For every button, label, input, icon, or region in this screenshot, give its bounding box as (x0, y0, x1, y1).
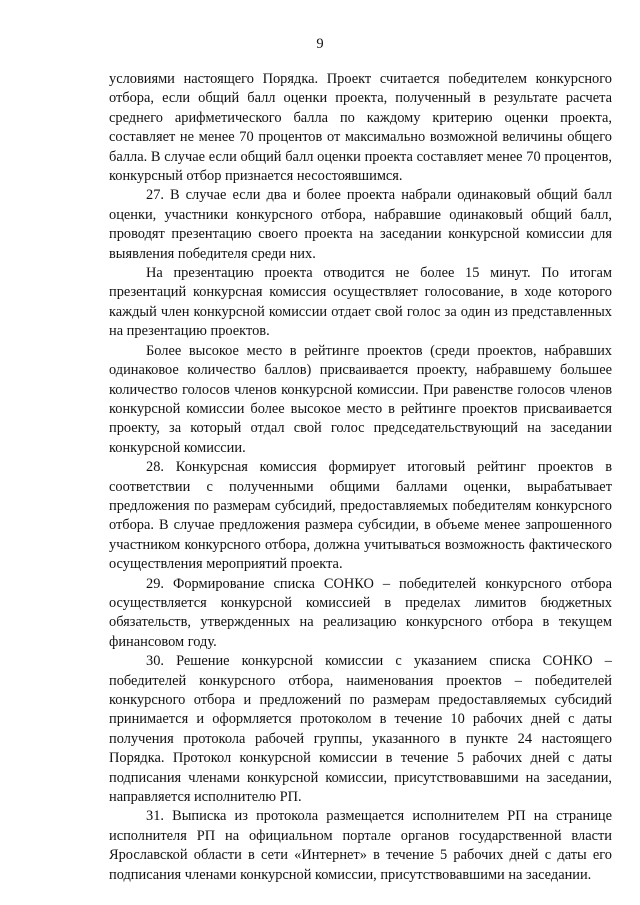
paragraph-presentation: На презентацию проекта отводится не более 15 минут. По итогам презентаций конкурсная комиссия осуществляет голосование, в ходе которого каждый член конкурсной комиссии отдает свой голос за один из представленных на презентацию проектов. (109, 265, 612, 340)
paragraph-30: 30. Решение конкурсной комиссии с указанием списка СОНКО – победителей конкурсного отбора, наименования проектов – победителей конкурсного отбора и предложений по размерам предоставляемых субсидий принимается и оформляется протоколом в течение 10 рабочих дней с даты получения протокола рабочей группы, указанного в пункте 24 настоящего Порядка. Протокол конкурсной комиссии в течение 5 рабочих дней с даты подписания членами конкурсной комиссии, присутствовавшими на заседании, направляется исполнителю РП. (109, 653, 612, 806)
paragraph-31: 31. Выписка из протокола размещается исполнителем РП на странице исполнителя РП на официальном портале органов государственной власти Ярославской области в сети «Интернет» в течение 5 рабочих дней с даты его подписания членами конкурсной комиссии, присутствовавшими на заседании. (109, 808, 612, 883)
paragraph-28: 28. Конкурсная комиссия формирует итоговый рейтинг проектов в соответствии с полученными общими баллами оценки, вырабатывает предложения по размерам субсидий, предоставляемых победителям конкурсного отбора. В случае предложения размера субсидии, в объеме менее запрошенного участником конкурсного отбора, должна учитываться возможность фактического осуществления мероприятий проекта. (109, 459, 612, 573)
paragraph-continuation: условиями настоящего Порядка. Проект считается победителем конкурсного отбора, если общий балл оценки проекта, полученный в результате расчета среднего арифметического балла по каждому критерию оценки проекта, составляет не менее 70 процентов от максимально возможной величины общего балла. В случае если общий балл оценки проекта составляет менее 70 процентов, конкурсный отбор признается несостоявшимся. (109, 71, 612, 185)
paragraph-rating: Более высокое место в рейтинге проектов (среди проектов, набравших одинаковое количество баллов) присваивается проекту, набравшему большее количество голосов членов конкурсной комиссии. При равенстве голосов членов конкурсной комиссии более высокое место в рейтинге проектов присваивается проекту, за который отдал свой голос председательствующий на заседании конкурсной комиссии. (109, 342, 612, 456)
paragraph-29: 29. Формирование списка СОНКО – победителей конкурсного отбора осуществляется конкурсной комиссией в пределах лимитов бюджетных обязательств, утвержденных на реализацию конкурсного отбора в текущем финансовом году. (109, 575, 612, 650)
document-body (109, 70, 612, 885)
page-number: 9 (316, 36, 324, 52)
paragraph-27: 27. В случае если два и более проекта набрали одинаковый общий балл оценки, участники конкурсного отбора, набравшие одинаковый общий балл, проводят презентацию своего проекта на заседании конкурсной комиссии для выявления победителя среди них. (109, 187, 612, 262)
